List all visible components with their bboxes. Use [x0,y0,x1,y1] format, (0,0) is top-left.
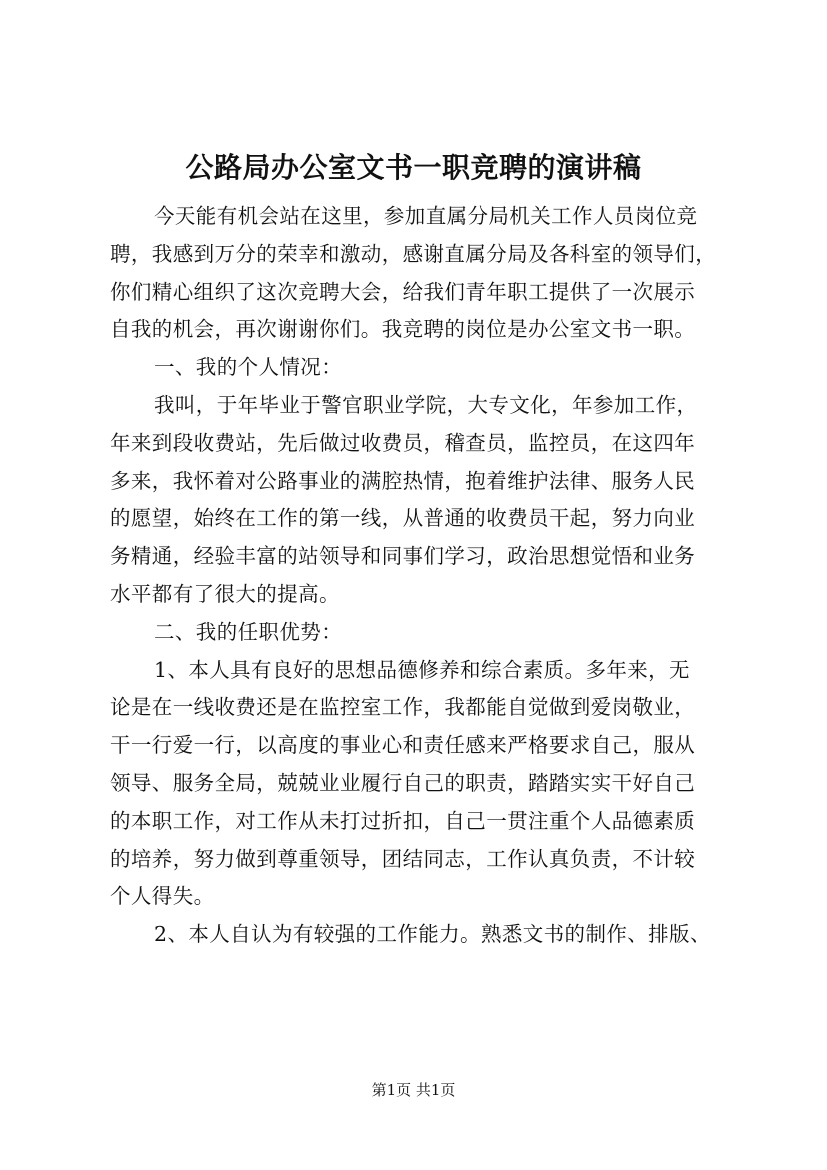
body-line: 1、本人具有良好的思想品德修养和综合素质。多年来，无 [154,657,690,682]
section-heading: 一、我的个人情况： [154,355,343,380]
body-line: 自我的机会，再次谢谢你们。我竞聘的岗位是办公室文书一职。 [110,317,696,342]
body-line: 2、本人自认为有较强的工作能力。熟悉文书的制作、排版、 [154,922,711,947]
page-footer: 第1页 共1页 [371,1081,456,1099]
body-line: 的本职工作，对工作从未打过折扣，自己一贯注重个人品德素质 [110,808,696,833]
body-line: 论是在一线收费还是在监控室工作，我都能自觉做到爱岗敬业， [110,695,696,720]
body-line: 今天能有机会站在这里，参加直属分局机关工作人员岗位竞 [154,204,698,228]
body-line: 的愿望，始终在工作的第一线，从普通的收费员干起，努力向业 [110,506,696,531]
document-title: 公路局办公室文书一职竞聘的演讲稿 [185,151,642,184]
section-heading: 二、我的任职优势： [154,619,343,644]
body-line: 干一行爱一行，以高度的事业心和责任感来严格要求自己，服从 [110,733,696,758]
body-line: 务精通，经验丰富的站领导和同事们学习，政治思想觉悟和业务 [110,544,696,569]
body-line: 的培养，努力做到尊重领导，团结同志，工作认真负责，不计较 [110,846,696,871]
body-line: 你们精心组织了这次竞聘大会，给我们青年职工提供了一次展示 [110,279,696,304]
body-line: 个人得失。 [110,884,215,909]
body-line: 水平都有了很大的提高。 [110,581,340,606]
body-line: 聘，我感到万分的荣幸和激动，感谢直属分局及各科室的领导们， [110,241,717,266]
body-line: 我叫，于年毕业于警官职业学院，大专文化，年参加工作， [154,392,698,417]
body-line: 年来到段收费站，先后做过收费员，稽查员，监控员，在这四年 [110,430,696,455]
document-body [110,198,740,954]
body-line: 领导、服务全局，兢兢业业履行自己的职责，踏踏实实干好自己 [110,770,696,795]
body-line: 多来，我怀着对公路事业的满腔热情，抱着维护法律、服务人民 [110,468,696,493]
